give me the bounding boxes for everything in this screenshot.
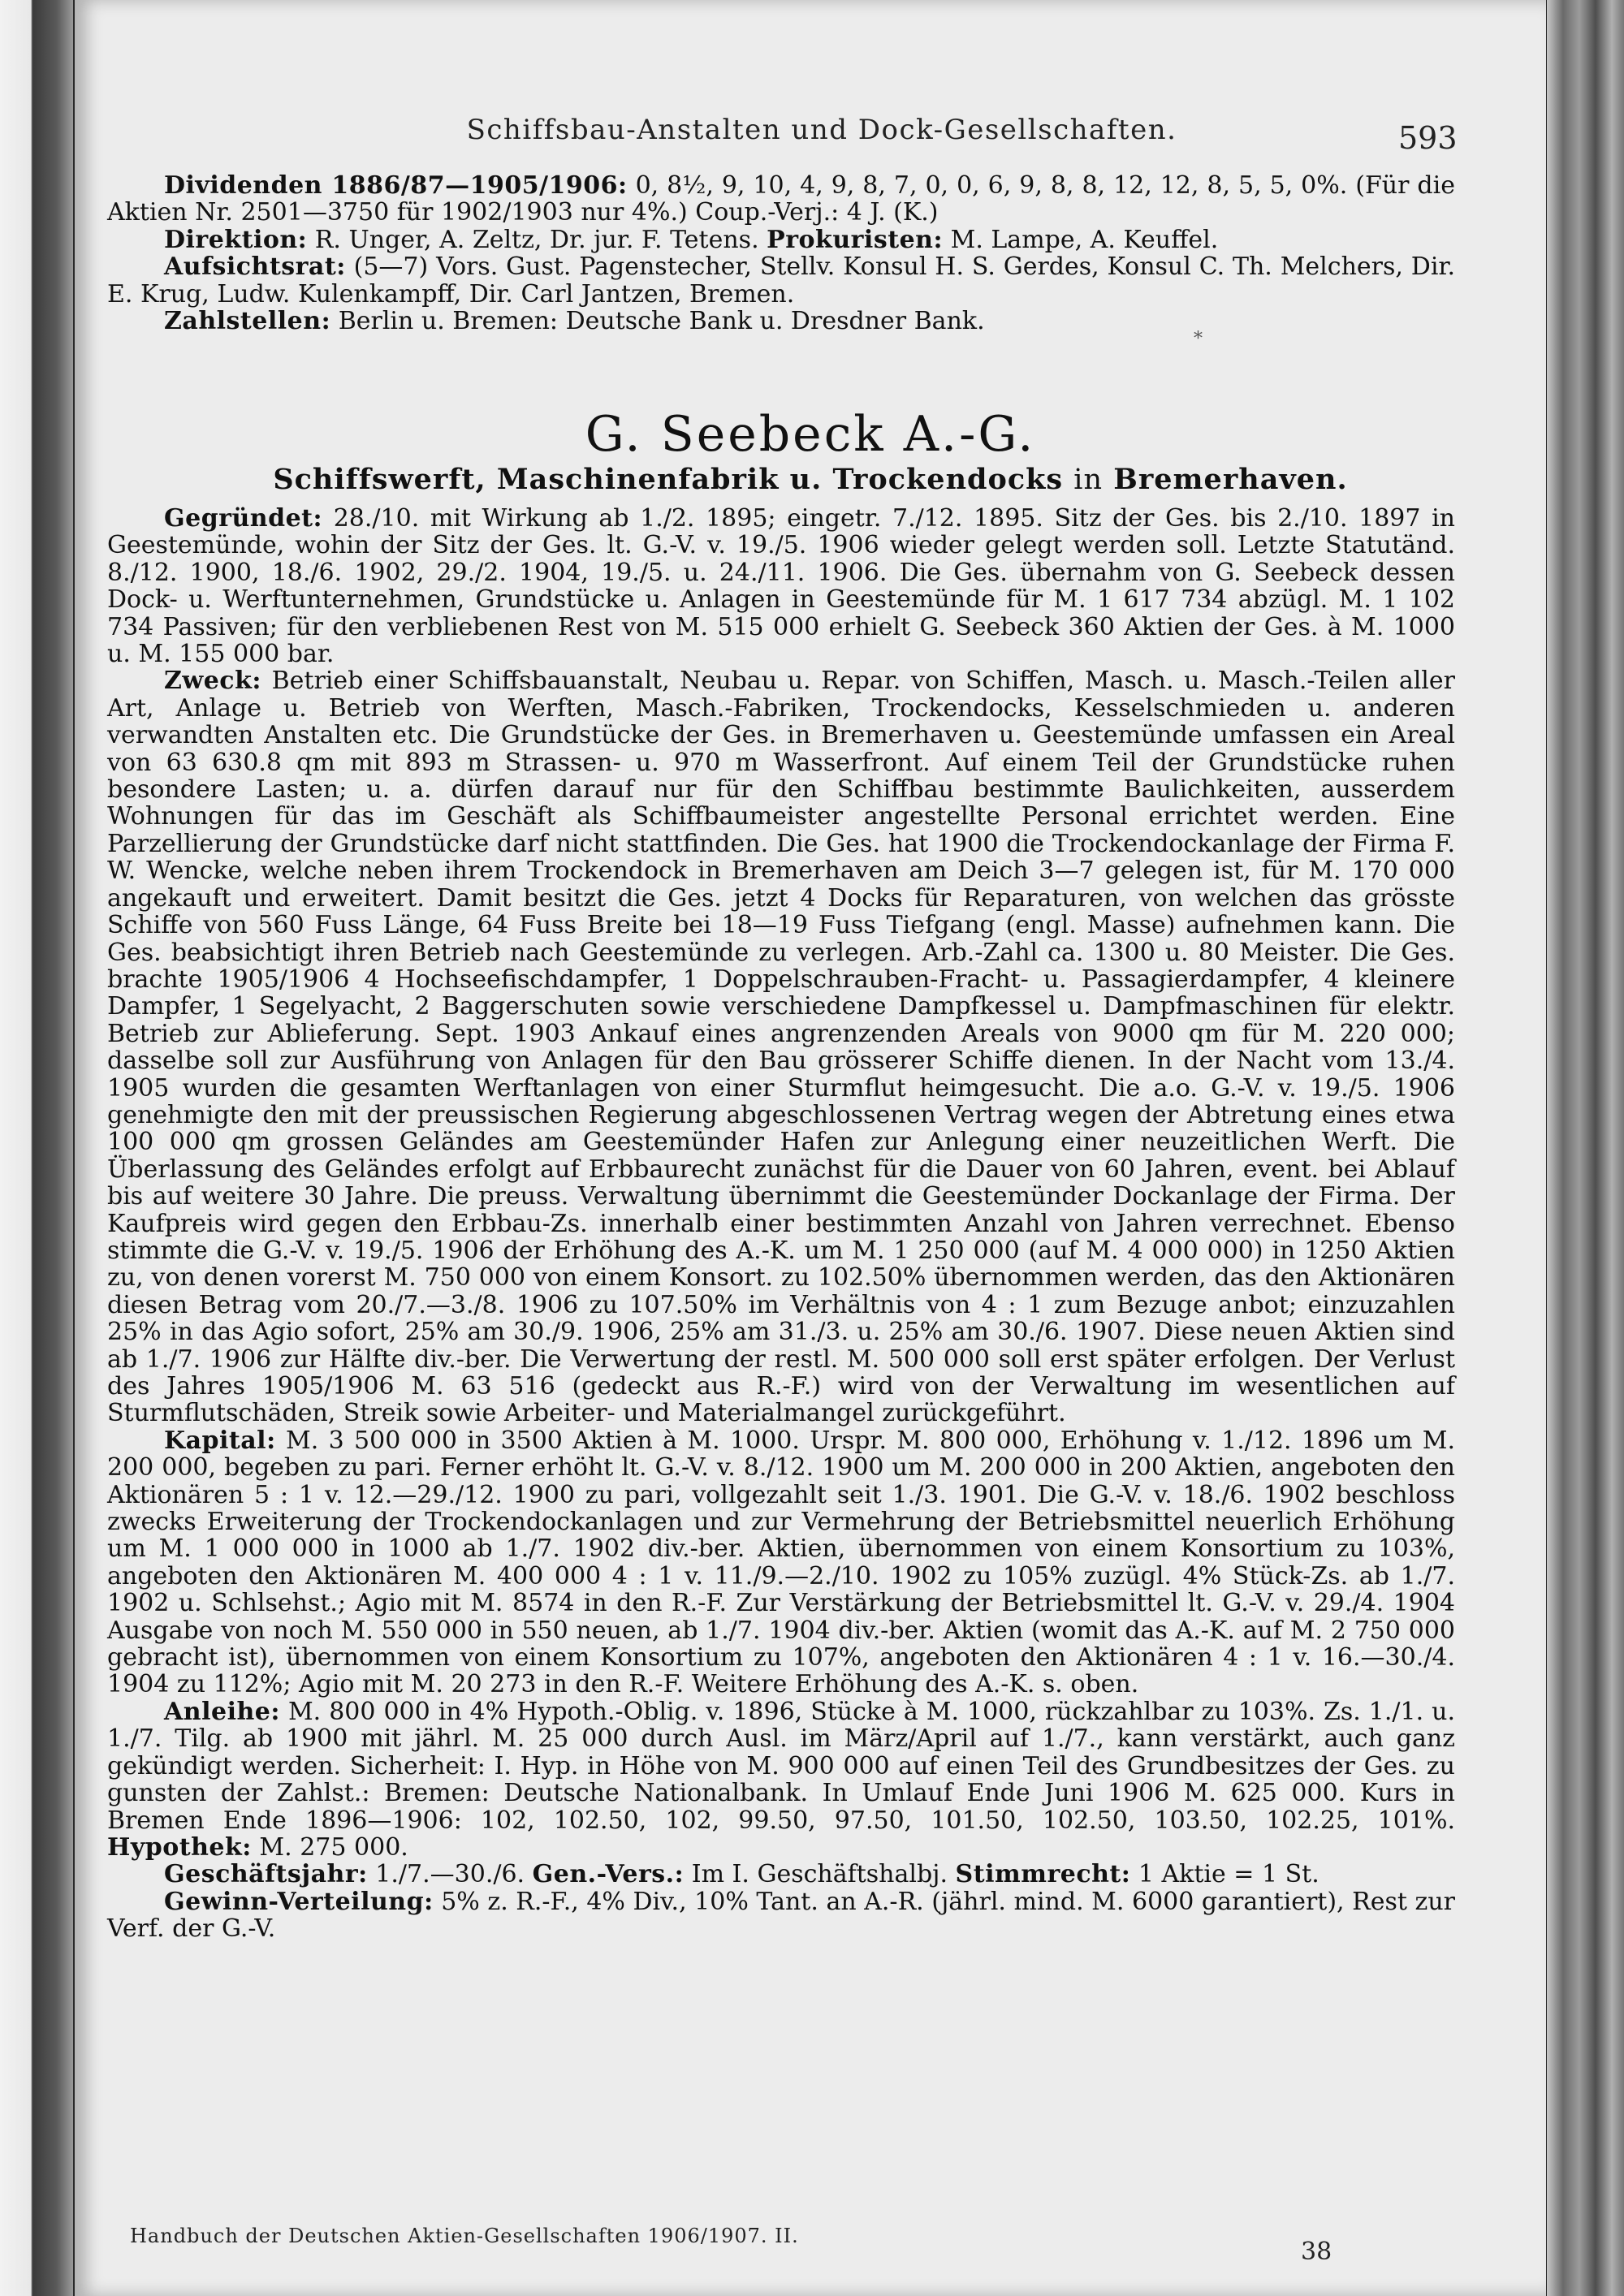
subtitle-location: Bremerhaven.: [1113, 463, 1348, 496]
subtitle-in: in: [1073, 464, 1104, 496]
asterisk-mark: *: [1194, 329, 1203, 349]
company-entry-body: [107, 505, 1455, 1943]
footer-book-title: Handbuch der Deutschen Aktien-Gesellschaften 1906/1907. II.: [130, 2225, 799, 2247]
book-left-edge: [0, 0, 73, 2296]
purpose-paragraph: [107, 667, 1455, 1426]
loan-paragraph: [107, 1698, 1455, 1861]
capital-text: M. 3 500 000 in 3500 Aktien à M. 1000. Urspr. M. 800 000, Erhöhung v. 1./12. 1896 um M. 200 000, begeben zu pari. Ferner erhöht lt. G.-V. v. 8./12. 1900 um M. 200 000 in 200 Aktien, angeboten den Aktionären 5 : 1 v. 12.—29./12. 1900 zu pari, vollgezahlt seit 1./3. 1901. Die G.-V. v. 18./6. 1902 beschloss zwecks Erweiterung der Trockendockanlagen und zur Vermehrung der Betriebsmittel neuerlich Erhöhung um M. 1 000 000 in 1000 ab 1./7. 1902 div.-ber. Aktien, übernommen von einem Konsortium zu 103%, angeboten den Aktionären M. 400 000 4 : 1 v. 11./9.—2./10. 1902 zu 105% zuzügl. 4% Stück-Zs. ab 1./7. 1902 u. Schlsehst.; Agio mit M. 8574 in den R.-F. Zur Verstärkung der Betriebsmittel lt. G.-V. v. 29./4. 1904 Ausgabe von noch M. 550 000 in 550 neuen, ab 1./7. 1904 div.-ber. Aktien (womit das A.-K. auf M. 2 750 000 gebracht ist), übernommen von einem Konsortium zu 107%, angeboten den Aktionären 4 : 1 v. 16.—30./4. 1904 zu 112%; Agio mit M. 20 273 in den R.-F. Weitere Erhöhung des A.-K. s. oben.: [107, 1426, 1455, 1699]
general-meeting-label: Gen.-Vers.:: [532, 1860, 685, 1889]
mortgage-label: Hypothek:: [107, 1832, 252, 1862]
procurators-text: M. Lampe, A. Keuffel.: [943, 225, 1219, 254]
fiscal-year-label: Geschäftsjahr:: [164, 1860, 368, 1889]
dividends-label: Dividenden 1886/87—1905/1906:: [164, 171, 628, 200]
supervisory-board-paragraph: [107, 253, 1455, 308]
company-subtitle: [75, 463, 1546, 496]
company-title: G. Seebeck A.-G.: [585, 406, 1036, 463]
paying-agents-text: Berlin u. Bremen: Deutsche Bank u. Dresdner Bank.: [330, 307, 985, 336]
capital-paragraph: [107, 1427, 1455, 1698]
board-text: R. Unger, A. Zeltz, Dr. jur. F. Tetens.: [307, 225, 767, 254]
page-number: 593: [1398, 120, 1458, 156]
profit-distribution-paragraph: [107, 1888, 1455, 1943]
procurators-label: Prokuristen:: [767, 225, 944, 254]
voting-right-text: 1 Aktie = 1 St.: [1130, 1860, 1320, 1889]
sheet-number: 38: [1301, 2238, 1332, 2266]
loan-label: Anleihe:: [164, 1697, 280, 1726]
fiscal-year-text: 1./7.—30./6.: [367, 1860, 533, 1889]
paying-agents-paragraph: [107, 308, 1455, 334]
paying-agents-label: Zahlstellen:: [164, 307, 331, 336]
general-meeting-text: Im I. Geschäftshalbj.: [684, 1860, 956, 1889]
voting-right-label: Stimmrecht:: [955, 1860, 1131, 1889]
fiscal-year-paragraph: [107, 1861, 1455, 1888]
book-right-page-edges: [1547, 0, 1624, 2296]
founded-label: Gegründet:: [164, 504, 323, 533]
board-paragraph: [107, 227, 1455, 253]
loan-text: M. 800 000 in 4% Hypoth.-Oblig. v. 1896, Stücke à M. 1000, rückzahlbar zu 103%. Zs. 1./1. u. 1./7. Tilg. ab 1900 mit jährl. M. 25 000 durch Ausl. im März/April auf 1./7., kann verstärkt, auch ganz gekündigt werden. Sicherheit: I. Hyp. in Höhe von M. 900 000 auf einen Teil des Grundbesitzes der Ges. zu gunsten der Zahlst.: Bremen: Deutsche Nationalbank. In Umlauf Ende Juni 1906 M. 625 000. Kurs in Bremen Ende 1896—1906: 102, 102.50, 102, 99.50, 97.50, 101.50, 102.50, 103.50, 102.25, 101%.: [107, 1697, 1455, 1835]
running-header: Schiffsbau-Anstalten und Dock-Gesellschaften.: [466, 114, 1177, 146]
book-page: [75, 0, 1546, 2296]
purpose-text: Betrieb einer Schiffsbauanstalt, Neubau u. Repar. von Schiffen, Masch. u. Masch.-Teilen aller Art, Anlage u. Betrieb von Werften, Masch.-Fabriken, Trockendocks, Kesselschmieden u. anderen verwandten Anstalten etc. Die Grundstücke der Ges. in Bremerhaven u. Geestemünde umfassen ein Areal von 63 630.8 qm mit 893 m Strassen- u. 970 m Wasserfront. Auf einem Teil der Grundstücke ruhen besondere Lasten; u. a. dürfen darauf nur für den Schiffbau bestimmte Baulichkeiten, ausserdem Wohnungen für das im Geschäft als Schiffbaumeister angestellte Personal errichtet werden. Eine Parzellierung der Grundstücke darf nicht stattfinden. Die Ges. hat 1900 die Trockendockanlage der Firma F. W. Wencke, welche neben ihrem Trockendock in Bremerhaven am Deich 3—7 gelegen ist, für M. 170 000 angekauft und erweitert. Damit besitzt die Ges. jetzt 4 Docks für Reparaturen, von welchen das grösste Schiffe von 560 Fuss Länge, 64 Fuss Breite bei 18—19 Fuss Tiefgang (engl. Masse) aufnehmen kann. Die Ges. beabsichtigt ihren Betrieb nach Geestemünde zu verlegen. Arb.-Zahl ca. 1300 u. 80 Meister. Die Ges. brachte 1905/1906 4 Hochseefischdampfer, 1 Doppelschrauben-Fracht- u. Passagierdampfer, 4 kleinere Dampfer, 1 Segelyacht, 2 Baggerschuten sowie verschiedene Dampfkessel u. Dampfmaschinen für elektr. Betrieb zur Ablieferung. Sept. 1903 Ankauf eines angrenzenden Areals von 9000 qm für M. 220 000; dasselbe soll zur Ausführung von Anlagen für den Bau grösserer Schiffe dienen. In der Nacht vom 13./4. 1905 wurden die gesamten Werftanlagen von einer Sturmflut heimgesucht. Die a.o. G.-V. v. 19./5. 1906 genehmigte den mit der preussischen Regierung abgeschlossenen Vertrag wegen der Abtretung eines etwa 100 000 qm grossen Geländes am Geestemünder Hafen zur Anlegung einer neuzeitlichen Werft. Die Überlassung des Geländes erfolgt auf Erbbaurecht zunächst für die Dauer von 60 Jahren, event. bei Ablauf bis auf weitere 30 Jahre. Die preuss. Verwaltung übernimmt die Geestemünder Dockanlage der Firma. Der Kaufpreis wird gegen den Erbbau-Zs. innerhalb einer bestimmten Anzahl von Jahren verrechnet. Ebenso stimmte die G.-V. v. 19./5. 1906 der Erhöhung des A.-K. um M. 1 250 000 (auf M. 4 000 000) in 1250 Aktien zu, von denen vorerst M. 750 000 von einem Konsort. zu 102.50% übernommen werden, das den Aktionären diesen Betrag vom 20./7.—3./8. 1906 zu 107.50% im Verhältnis von 4 : 1 zum Bezuge anbot; einzuzahlen 25% in das Agio sofort, 25% am 30./9. 1906, 25% am 31./3. u. 25% am 30./6. 1907. Diese neuen Aktien sind ab 1./7. 1906 zur Hälfte div.-ber. Die Verwertung der restl. M. 500 000 soll erst später erfolgen. Der Verlust des Jahres 1905/1906 M. 63 516 (gedeckt aus R.-F.) wird von der Verwaltung im wesentlichen auf Sturmflutschäden, Streik sowie Arbeiter- und Materialmangel zurückgeführt.: [107, 667, 1455, 1428]
profit-distribution-text: 5% z. R.-F., 4% Div., 10% Tant. an A.-R. (jährl. mind. M. 6000 garantiert), Rest zur Verf. der G.-V.: [107, 1887, 1455, 1944]
mortgage-text: M. 275 000.: [251, 1832, 408, 1862]
supervisory-board-label: Aufsichtsrat:: [164, 252, 346, 282]
supervisory-board-text: (5—7) Vors. Gust. Pagenstecher, Stellv. Konsul H. S. Gerdes, Konsul C. Th. Melchers, Dir. E. Krug, Ludw. Kulenkampff, Dir. Carl Jantzen, Bremen.: [107, 252, 1455, 309]
purpose-label: Zweck:: [164, 667, 261, 696]
subtitle-business: Schiffswerft, Maschinenfabrik u. Trockendocks: [273, 463, 1064, 496]
founded-text: 28./10. mit Wirkung ab 1./2. 1895; eingetr. 7./12. 1895. Sitz der Ges. bis 2./10. 1897 in Geestemünde, wohin der Sitz der Ges. lt. G.-V. v. 19./5. 1906 wieder gelegt werden soll. Letzte Statutänd. 8./12. 1900, 18./6. 1902, 29./2. 1904, 19./5. u. 24./11. 1906. Die Ges. übernahm von G. Seebeck dessen Dock- u. Werftunternehmen, Grundstücke u. Anlagen in Geestemünde für M. 1 617 734 abzügl. M. 1 102 734 Passiven; für den verbliebenen Rest von M. 515 000 erhielt G. Seebeck 360 Aktien der Ges. à M. 1000 u. M. 155 000 bar.: [107, 504, 1455, 669]
dividends-paragraph: [107, 172, 1455, 227]
founded-paragraph: [107, 505, 1455, 667]
profit-distribution-label: Gewinn-Verteilung:: [164, 1887, 434, 1916]
previous-entry-tail: [107, 172, 1455, 334]
capital-label: Kapital:: [164, 1426, 276, 1455]
board-label: Direktion:: [164, 225, 308, 254]
dividends-text: 0, 8½, 9, 10, 4, 9, 8, 7, 0, 0, 6, 9, 8, 8, 12, 12, 8, 5, 5, 0%. (Für die Aktien Nr. 2501—3750 für 1902/1903 nur 4%.) Coup.-Verj.: 4 J. (K.): [107, 171, 1455, 227]
